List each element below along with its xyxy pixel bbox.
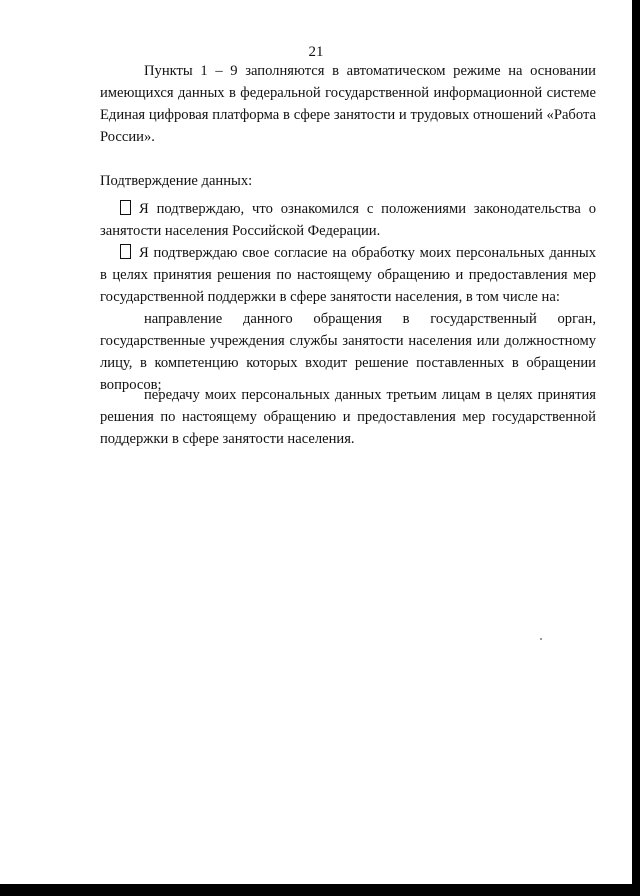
intro-paragraph: Пункты 1 – 9 заполняются в автоматическом режиме на основании имеющихся данных в федеральной государственной информационной системе Единая цифровая платформа в сфере занятости и трудовых отношений «Работа России». xyxy=(100,63,596,145)
confirmation-item-1 xyxy=(100,198,596,242)
consent-item-1: направление данного обращения в государственный орган, государственные учреждения службы занятости населения или должностному лицу, в компетенцию которых входит решение поставленных в обращении вопросов; xyxy=(100,311,596,393)
checkbox-1-label: Я подтверждаю, что ознакомился с положениями законодательства о занятости населения Российской Федерации. xyxy=(100,201,596,239)
checkbox-2[interactable] xyxy=(120,244,131,259)
consent-item-2: передачу моих персональных данных третьим лицам в целях принятия решения по настоящему обращению и предоставления мер государственной поддержки в сфере занятости населения. xyxy=(100,387,596,447)
confirmation-item-2 xyxy=(100,242,596,308)
checkbox-1[interactable] xyxy=(120,200,131,215)
scan-speck xyxy=(540,638,542,640)
confirmation-heading: Подтверждение данных: xyxy=(100,173,253,189)
page-number: 21 xyxy=(308,44,324,60)
checkbox-2-label: Я подтверждаю свое согласие на обработку моих персональных данных в целях принятия решения по настоящему обращению и предоставления мер государственной поддержки в сфере занятости населения, в том числе на: xyxy=(100,245,596,305)
